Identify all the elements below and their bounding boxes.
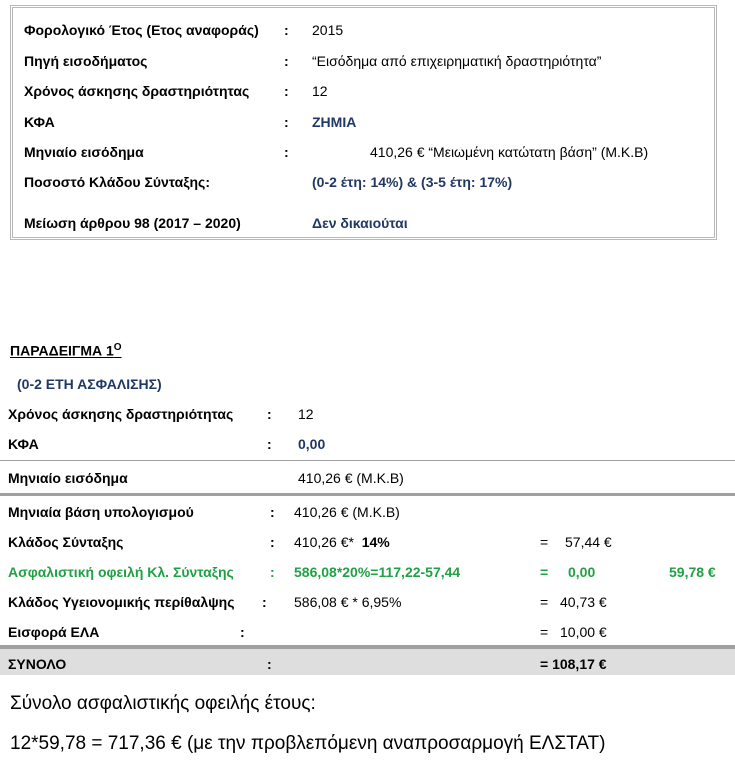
example-label-monthly-income: Μηνιαίο εισόδημα: [8, 470, 128, 486]
info-sep: :: [284, 114, 289, 130]
calc-sep: :: [262, 594, 267, 610]
calc-formula-pension: 410,26 €* 14%: [294, 534, 390, 550]
info-sep: :: [284, 53, 289, 69]
calc-label-ela: Εισφορά ΕΛΑ: [8, 624, 100, 640]
info-label-monthly-income: Μηνιαίο εισόδημα: [24, 144, 144, 160]
calc-result-debt: 0,00: [568, 564, 596, 580]
info-label-activity-time: Χρόνος άσκησης δραστηριότητας: [24, 83, 250, 99]
example-value-activity-time: 12: [298, 406, 314, 422]
calc-sep: :: [270, 564, 275, 580]
calc-value-base: 410,26 € (Μ.Κ.Β): [294, 504, 400, 520]
calc-result-pension: 57,44 €: [565, 534, 612, 550]
info-value-monthly-income: 410,26 € “Μειωμένη κατώτατη βάση” (Μ.Κ.Β): [370, 144, 649, 160]
calc-result-health: 40,73 €: [560, 594, 607, 610]
example-value-monthly-income: 410,26 € (Μ.Κ.Β): [298, 470, 404, 486]
info-value-activity-time: 12: [312, 83, 328, 99]
calc-eq: =: [540, 624, 549, 640]
calc-rate-pension: 14%: [361, 534, 390, 550]
info-value-article-98: Δεν δικαιούται: [312, 215, 408, 231]
calc-label-debt: Ασφαλιστική οφειλή Κλ. Σύνταξης: [8, 564, 234, 580]
info-value-tax-year: 2015: [312, 22, 344, 38]
summary-line-1: Σύνολο ασφαλιστικής οφειλής έτους:: [10, 693, 316, 714]
calc-sep: :: [270, 504, 275, 520]
divider-thick: [0, 493, 735, 496]
calc-formula-debt: 586,08*20%=117,22-57,44: [294, 564, 461, 580]
calc-label-total: ΣΥΝΟΛΟ: [8, 656, 67, 672]
example-sep: :: [267, 406, 272, 422]
example-subtitle: (0-2 ΕΤΗ ΑΣΦΑΛΙΣΗΣ): [17, 376, 162, 392]
info-value-kfa: ΖΗΜΙΑ: [312, 114, 357, 130]
info-label-income-source: Πηγή εισοδήματος: [24, 53, 148, 69]
info-box: [10, 5, 717, 240]
divider: [0, 460, 735, 461]
info-value-pension-rate: (0-2 έτη: 14%) & (3-5 έτη: 17%): [312, 174, 513, 190]
total-row-background: [0, 649, 735, 675]
calc-result-total: = 108,17 €: [540, 656, 607, 672]
calc-sep: :: [267, 656, 272, 672]
info-label-kfa: ΚΦΑ: [24, 114, 55, 130]
info-label-tax-year: Φορολογικό Έτος (Ετος αναφοράς): [24, 22, 259, 38]
info-sep: :: [284, 144, 289, 160]
example-label-kfa: ΚΦΑ: [8, 436, 39, 452]
calc-eq: =: [540, 594, 549, 610]
example-label-activity-time: Χρόνος άσκησης δραστηριότητας: [8, 406, 234, 422]
example-title: ΠΑΡΑΔΕΙΓΜΑ $1^O$: [10, 342, 122, 359]
calc-label-base: Μηνιαία βάση υπολογισμού: [8, 504, 194, 520]
calc-label-health: Κλάδος Υγειονομικής περίθαλψης: [8, 594, 235, 610]
calc-result-ela: 10,00 €: [560, 624, 607, 640]
calc-formula-health: 586,08 € * 6,95%: [294, 594, 402, 610]
info-label-article-98: Μείωση άρθρου 98 (2017 – 2020): [24, 215, 241, 231]
calc-extra-debt: 59,78 €: [669, 564, 716, 580]
info-sep: :: [284, 22, 289, 38]
calc-eq: =: [540, 564, 549, 580]
calc-eq: =: [540, 534, 549, 550]
example-value-kfa: 0,00: [298, 436, 326, 452]
info-sep: :: [284, 83, 289, 99]
summary-line-2: 12*59,78 = 717,36 € (με την προβλεπόμενη αναπροσαρμογή ΕΛΣΤΑΤ): [10, 733, 606, 754]
calc-sep: :: [240, 624, 245, 640]
info-label-pension-rate: Ποσοστό Κλάδου Σύνταξης:: [24, 174, 210, 190]
calc-label-pension: Κλάδος Σύνταξης: [8, 534, 124, 550]
info-value-income-source: “Εισόδημα από επιχειρηματική δραστηριότητα”: [312, 53, 602, 69]
example-sep: :: [267, 436, 272, 452]
calc-sep: :: [270, 534, 275, 550]
